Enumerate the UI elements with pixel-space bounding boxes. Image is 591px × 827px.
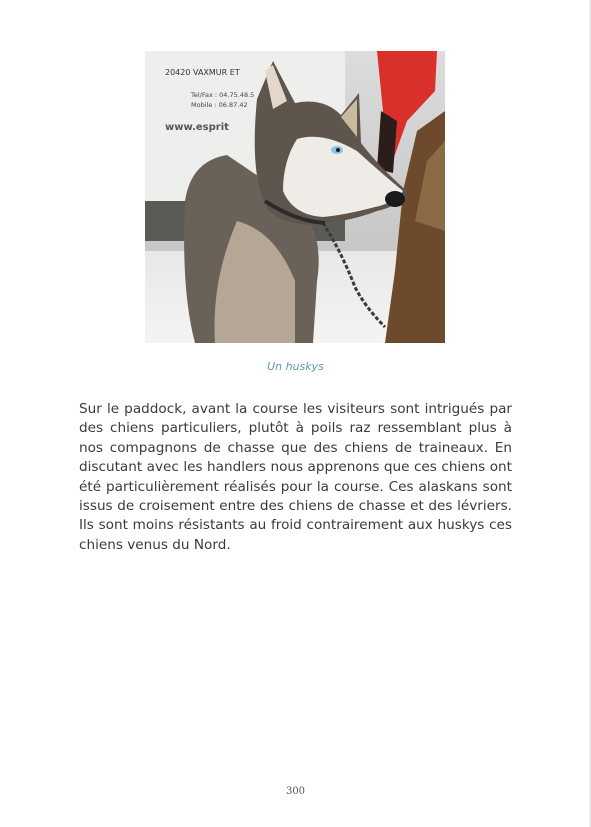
sign-url: www.esprit [165,122,229,133]
body-paragraph: Sur le paddock, avant la course les visiteurs sont intrigués par des chiens particuliers, plutôt à poils raz ressemblant plus à nos compagnons de chasse que des chiens de traineaux. En discutant avec les handlers nous apprenons que ces chiens ont été particulièrement réalisés pour la course. Ces alaskans sont issus de croisement entre des chiens de chasse et des lévriers. Ils sont moins résistants au froid contrairement aux huskys ces chiens venus du Nord. [79,401,512,553]
husky-photo-illustration [145,51,445,343]
sign-line-1: 20420 VAXMUR ET [165,68,240,77]
figure-caption: Un huskys [267,360,324,373]
husky-nose [385,191,405,207]
sign-line-3: Mobile : 06.87.42 [191,101,248,109]
sign-line-2: Tel/Fax : 04.75.48.5 [191,91,255,99]
husky-photo [145,51,445,343]
page-number: 300 [285,786,306,797]
